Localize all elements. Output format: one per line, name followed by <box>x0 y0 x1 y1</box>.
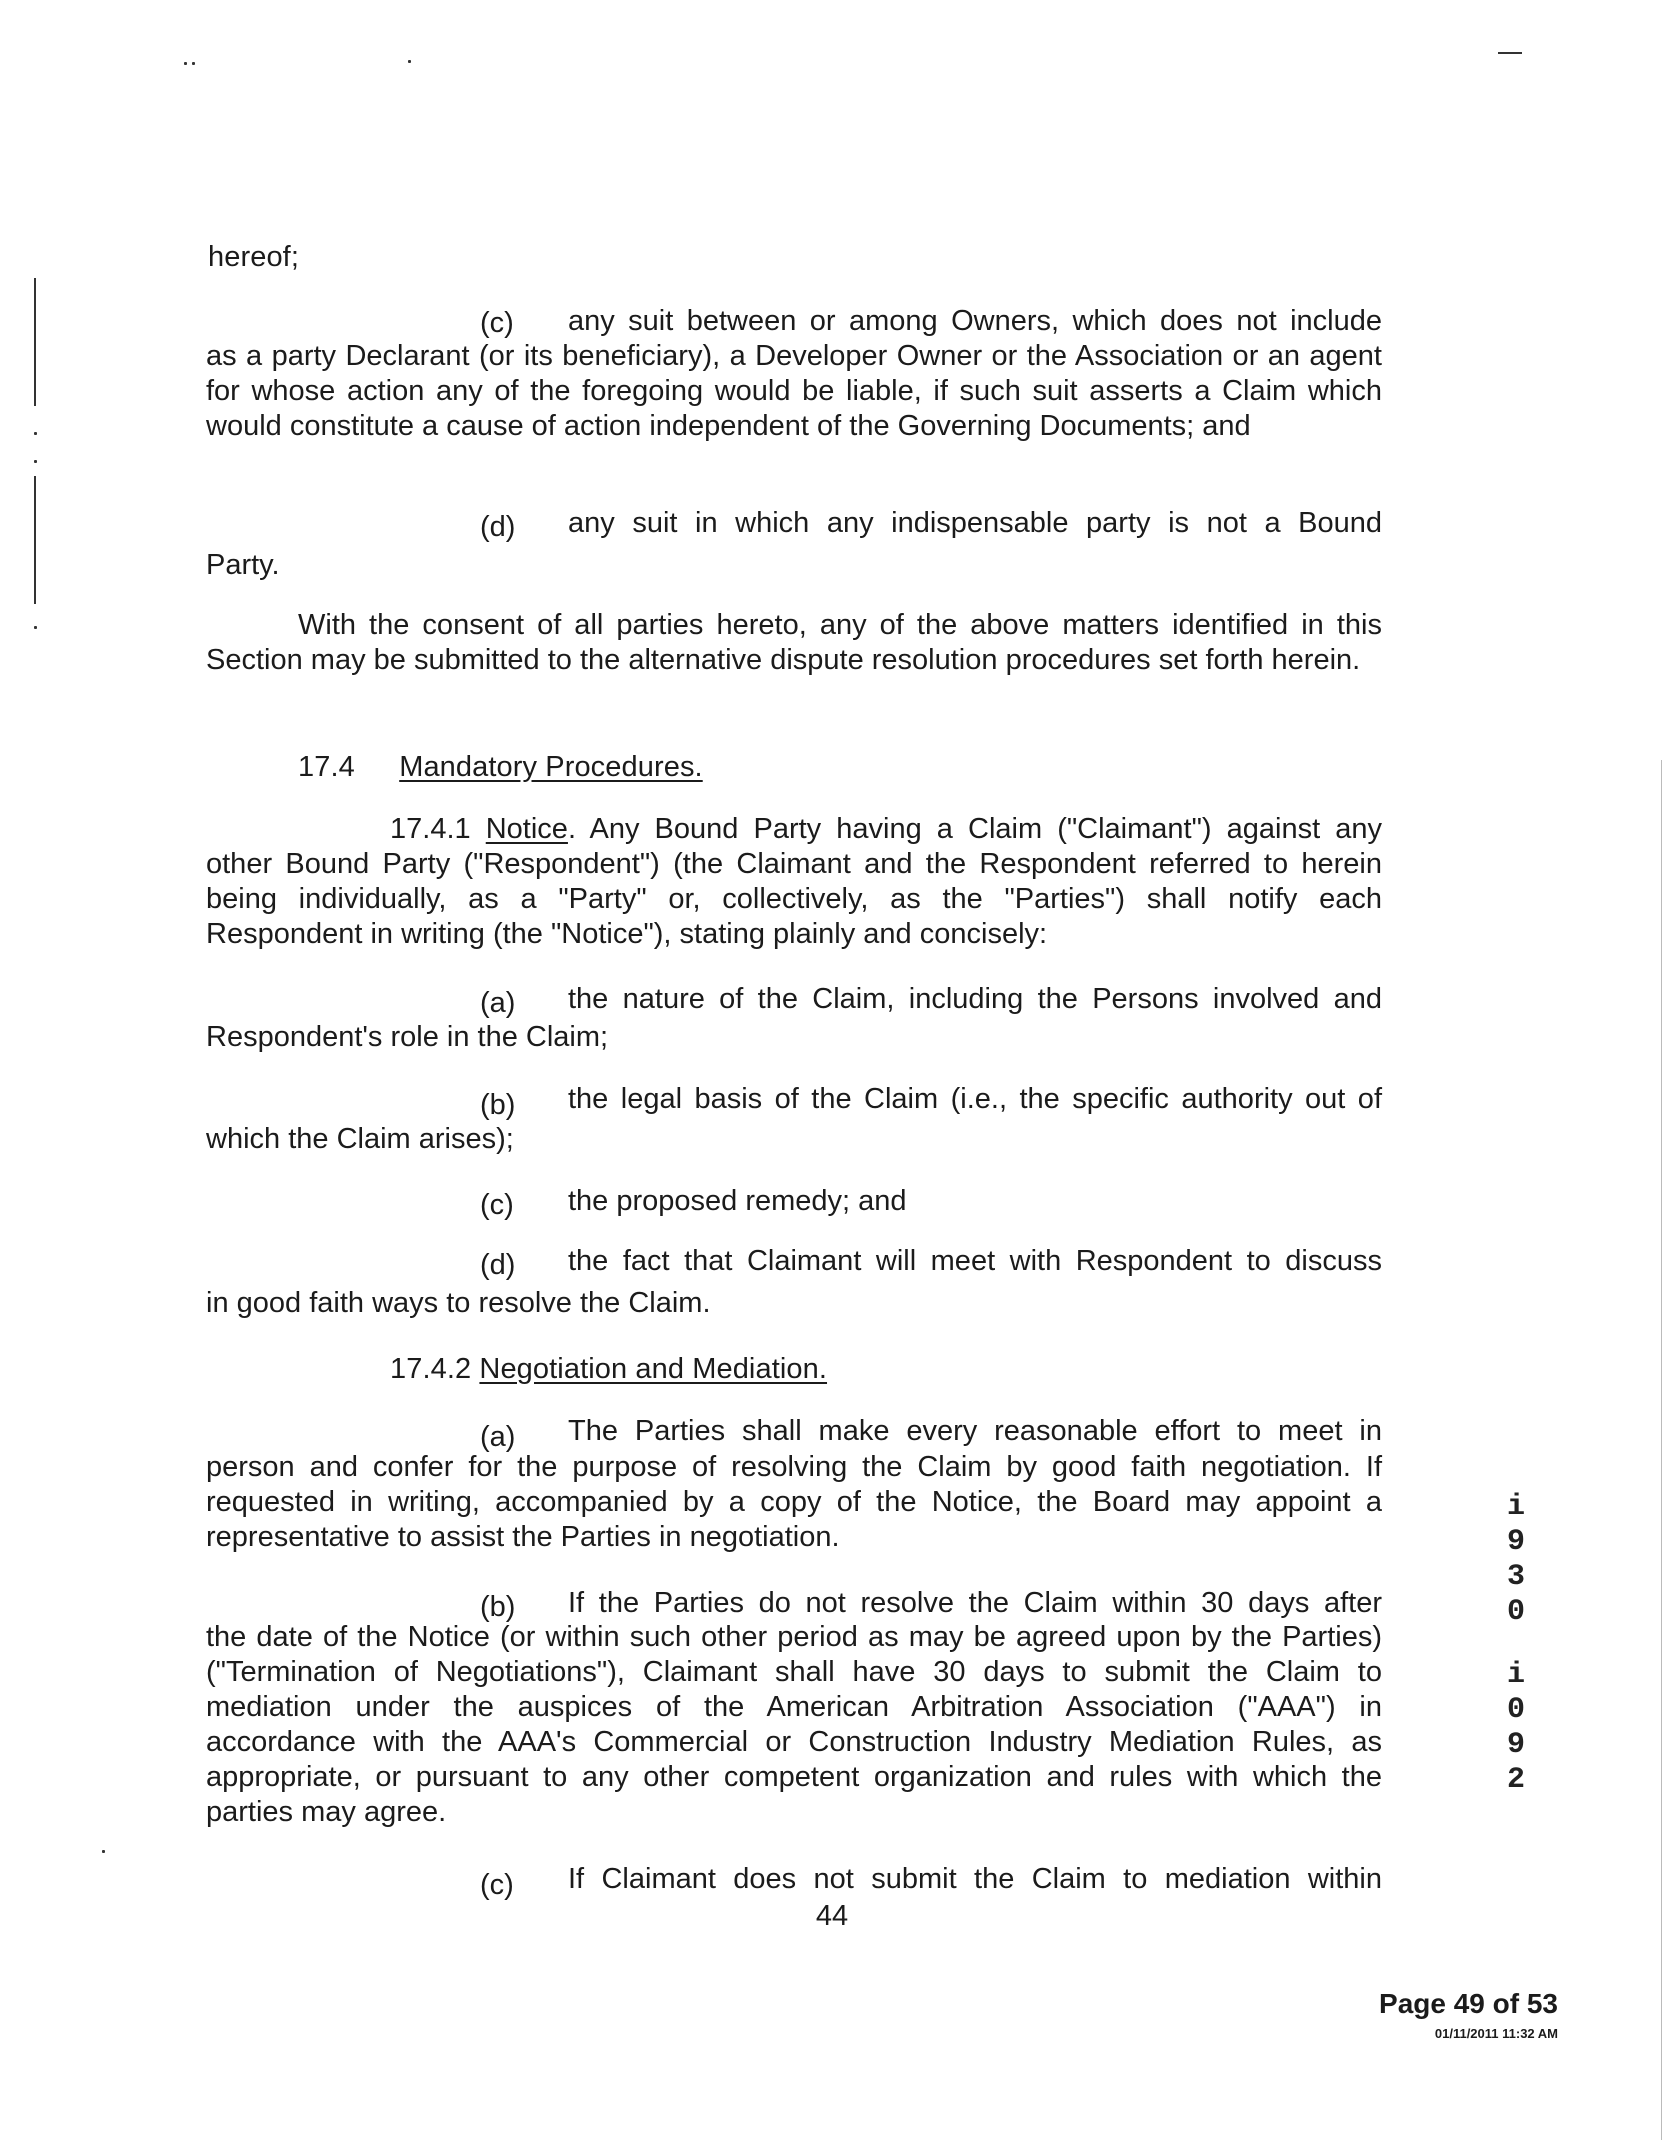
item-first-line: If the Parties do not resolve the Claim within 30 days after <box>568 1587 1382 1619</box>
item-continuation: Party. <box>206 549 280 581</box>
scan-speck <box>192 62 195 65</box>
stamp-char: 3 <box>1506 1560 1525 1594</box>
stamp-char: 0 <box>1506 1595 1525 1629</box>
notice-text: . Any Bound Party having a Claim ("Claimant") against any other Bound Party ("Respondent") (the Claimant and the Respondent referred to herein being individually, as a "Party" or, collectively, as the "Parties") shall notify each Respondent in writing (the "Notice"), stating plainly and concisely: <box>206 813 1382 950</box>
item-marker: (b) <box>480 1089 516 1121</box>
item-first-line: any suit in which any indispensable party is not a Bound <box>568 507 1382 539</box>
section-title: Negotiation and Mediation. <box>479 1353 828 1385</box>
side-document-stamp <box>1496 1490 1536 1798</box>
margin-bar-lower <box>34 476 36 604</box>
stamp-char: 9 <box>1506 1525 1525 1559</box>
consent-paragraph <box>206 608 1382 678</box>
item-marker: (a) <box>480 987 516 1019</box>
section-title: Mandatory Procedures. <box>399 751 703 783</box>
consent-text: With the consent of all parties hereto, any of the above matters identified in this Section may be submitted to the alternative dispute resolution procedures set forth herein. <box>206 609 1382 676</box>
section-number: 17.4.2 <box>390 1353 472 1385</box>
footer-page-label: Page 49 of 53 <box>1379 1988 1558 2019</box>
footer-timestamp: 01/11/2011 11:32 AM <box>1434 2026 1558 2041</box>
item-marker: (d) <box>480 1249 516 1281</box>
scan-speck <box>408 60 411 63</box>
item-first-line: any suit between or among Owners, which does not include <box>568 305 1382 337</box>
item-continuation: as a party Declarant (or its beneficiary), a Developer Owner or the Association or an agent for whose action any of the foregoing would be liable, if such suit asserts a Claim which would constitute a cause of action independent of the Governing Documents; and <box>206 340 1382 442</box>
scan-speck <box>34 626 37 629</box>
page-number: 44 <box>815 1900 849 1932</box>
item-first-line: the fact that Claimant will meet with Respondent to discuss <box>568 1245 1382 1277</box>
section-title: Notice <box>485 813 568 845</box>
stamp-char: 2 <box>1506 1763 1525 1797</box>
section-heading-17-4 <box>298 750 703 785</box>
item-first-line: If Claimant does not submit the Claim to mediation within <box>568 1863 1382 1895</box>
item-marker: (b) <box>480 1591 516 1623</box>
section-number: 17.4.1 <box>390 813 471 845</box>
item-marker: (c) <box>480 1869 514 1901</box>
item-marker: (c) <box>480 1189 514 1221</box>
scan-dash-mark <box>1498 52 1522 54</box>
notice-paragraph <box>206 812 1382 952</box>
item-marker: (c) <box>480 307 514 339</box>
stamp-char: 9 <box>1506 1728 1525 1762</box>
item-continuation: Respondent's role in the Claim; <box>206 1021 609 1053</box>
opening-fragment: hereof; <box>208 241 299 273</box>
section-heading-17-4-2 <box>390 1352 827 1387</box>
item-marker: (a) <box>480 1421 516 1453</box>
stamp-char: i <box>1506 1658 1525 1692</box>
scan-speck <box>34 460 37 463</box>
item-continuation: person and confer for the purpose of resolving the Claim by good faith negotiation. If requested in writing, accompanied by a copy of the Notice, the Board may appoint a representative to assist the Parties in negotiation. <box>206 1451 1382 1553</box>
stamp-char: i <box>1506 1490 1525 1524</box>
item-first-line: the legal basis of the Claim (i.e., the specific authority out of <box>568 1083 1382 1115</box>
item-first-line: The Parties shall make every reasonable effort to meet in <box>568 1415 1382 1447</box>
item-continuation: in good faith ways to resolve the Claim. <box>206 1287 711 1319</box>
scan-speck <box>102 1850 105 1853</box>
margin-bar-upper <box>34 278 36 406</box>
scan-edge-line <box>1661 760 1662 2140</box>
item-first-line: the proposed remedy; and <box>568 1185 907 1217</box>
item-continuation: the date of the Notice (or within such other period as may be agreed upon by the Parties) ("Termination of Negotiations"), Claimant shall have 30 days to submit the Claim to mediation under the auspices of the American Arbitration Association ("AAA") in accordance with the AAA's Commercial or Construction Industry Mediation Rules, as appropriate, or pursuant to any other competent organization and rules with which the parties may agree. <box>206 1621 1382 1828</box>
stamp-char: 0 <box>1506 1693 1525 1727</box>
item-first-line: the nature of the Claim, including the Persons involved and <box>568 983 1382 1015</box>
scan-speck <box>34 432 37 435</box>
item-continuation: which the Claim arises); <box>206 1123 514 1155</box>
scan-speck <box>184 62 187 65</box>
item-marker: (d) <box>480 511 516 543</box>
section-number: 17.4 <box>298 751 355 783</box>
